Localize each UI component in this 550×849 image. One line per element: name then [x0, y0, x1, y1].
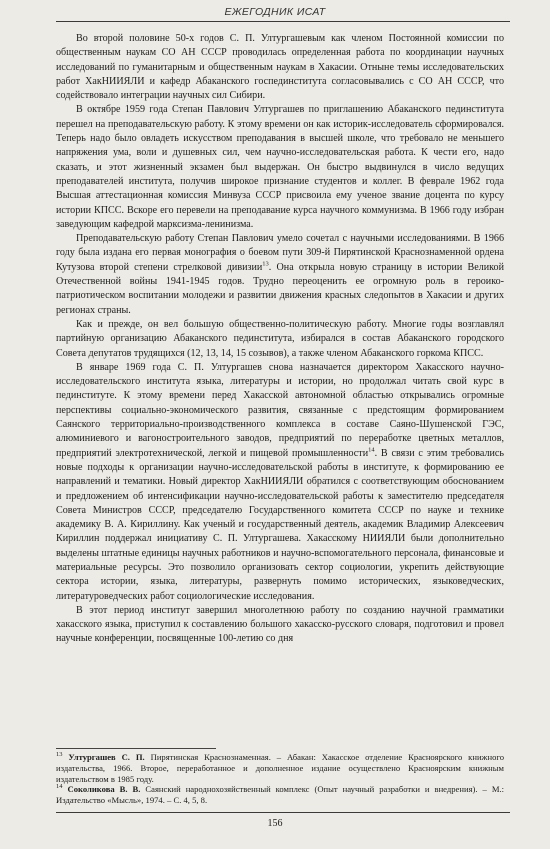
- paragraph-5: В январе 1969 года С. П. Ултургашев снова назначается директором Хакасского научно-исследовательского института языка, литературы и истории, но продолжал читать свой курс в пединституте. К этому времени перед Хакасской автономной областью открывались огромные перспективы социально-экономического развития, связанные с предстоящим формированием Саянского территориально-производственного комплекса в составе Саяно-Шушенской ГЭС, алюминиевого и вагоностроительного заводов, предприятий по переработке цветных металлов, предприятий электротехнической, легкой и пищевой промышленности$^{14}$. В связи с этим требовались новые подходы к организации научно-исследовательской работы в институте, к формированию ее направлений и тематики. Новый директор ХакНИИЯЛИ обратился с соответствующим обоснованием и предложением об интенсификации научно-исследовательской работы к заместителю председателя Совета Министров СССР, председателю Государственного комитета СССР по науке и технике академику В. А. Кириллину. Как ученый и государственный деятель, академик Владимир Алексеевич Кириллин поддержал инициативу С. П. Ултургашева. Хакасскому НИИЯЛИ были дополнительно выделены штатные единицы научных работников и научно-вспомогательного персонала, финансовые и материальные ресурсы. Это позволило организовать сектор социологии, укрепить действующие сектора истории, языка, литературы, развернуть помимо исторических, языковедческих, литературоведческих работ социологические исследования.: [56, 361, 504, 602]
- header-rule: [56, 21, 510, 22]
- footnote-13: $^{13}$ Ултургашев С. П. Пирятинская Краснознаменная. – Абакан: Хакасское отделение Красноярского книжного издательства, 1966. Второе, переработанное и дополненное издание осуществлено Красноярским книжным издательством в 1985 году.: [56, 751, 504, 784]
- paragraph-3: Преподавательскую работу Степан Павлович умело сочетал с научными исследованиями. В 1966 году была издана его первая монография о боевом пути 309-й Пирятинской Краснознаменной ордена Кутузова второй степени стрелковой дивизии$^{13}$. Она открыла новую страницу в истории Великой Отечественной войны 1941-1945 годов. Трудно переоценить ее огромную роль в героико-патриотическом воспитании молодежи и развитии движения красных следопытов в Хакасии и других регионах страны.: [56, 233, 505, 316]
- paragraph-1: Во второй половине 50-х годов С. П. Ултургашевым как членом Постоянной комиссии по общественным наукам СО АН СССР проводилась определенная работа по координации научных исследований по гуманитарным и общественным наукам в Хакасии. Отныне темы исследовательских работ ХакНИИЯЛИ и кафедр Абаканского госпединститута согласовывались с СО АН СССР, что содействовало интеграции научных сил Сибири.: [56, 33, 504, 102]
- footnote-ref-14[interactable]: 14: [368, 446, 375, 454]
- paragraph-6: В этот период институт завершил многолетнюю работу по созданию научной грамматики хакасского языка, приступил к составлению большого хакасско-русского словаря, подготовил и провел научные конференции, посвященные 100-летию со дня: [56, 604, 504, 645]
- page-number: 156: [267, 818, 283, 829]
- footnote-14: $^{14}$ Соколикова В. В. Саянский народнохозяйственный комплекс (Опыт научный разработки и внедрения). – М.: Издательство «Мысль», 1974. – С. 4, 5, 8.: [56, 783, 504, 806]
- footnote-ref-13[interactable]: 13: [262, 260, 269, 268]
- footnote-author: Соколикова В. В.: [67, 784, 141, 795]
- footer-rule: [56, 812, 510, 813]
- running-header: ЕЖЕГОДНИК ИСАТ: [224, 6, 326, 18]
- main-text: [56, 32, 504, 647]
- footnotes: [56, 752, 504, 806]
- footnote-author: Ултургашев С. П.: [68, 752, 145, 762]
- footnote-divider: [56, 748, 216, 749]
- paragraph-4: Как и прежде, он вел большую общественно-политическую работу. Многие годы возглавлял партийную организацию Абаканского пединститута, избирался в состав Абаканского городского Совета депутатов трудящихся (12, 13, 14, 15 созывов), а также членом Абаканского горкома КПСС.: [56, 318, 504, 359]
- paragraph-2: В октябре 1959 года Степан Павлович Ултургашев по приглашению Абаканского пединститута перешел на преподавательскую работу. К этому времени он как историк-исследователь сформировался. Теперь надо было овладеть искусством преподавания в высшей школе, что требовало не меньшего напряжения ума, воли и душевных сил, чем научно-исследовательская работа. К чести его, надо сказать, и этот жизненный экзамен был выдержан. Он быстро выдвинулся в число ведущих преподавателей института, получив широкое признание студентов и коллег. В феврале 1962 года Высшая аттестационная комиссия Минвуза СССР присвоила ему ученое звание доцента по курсу истории КПСС. Вскоре его перевели на преподавание курса научного коммунизма. В 1966 году избран заведующим кафедрой марксизма-ленинизма.: [56, 104, 504, 230]
